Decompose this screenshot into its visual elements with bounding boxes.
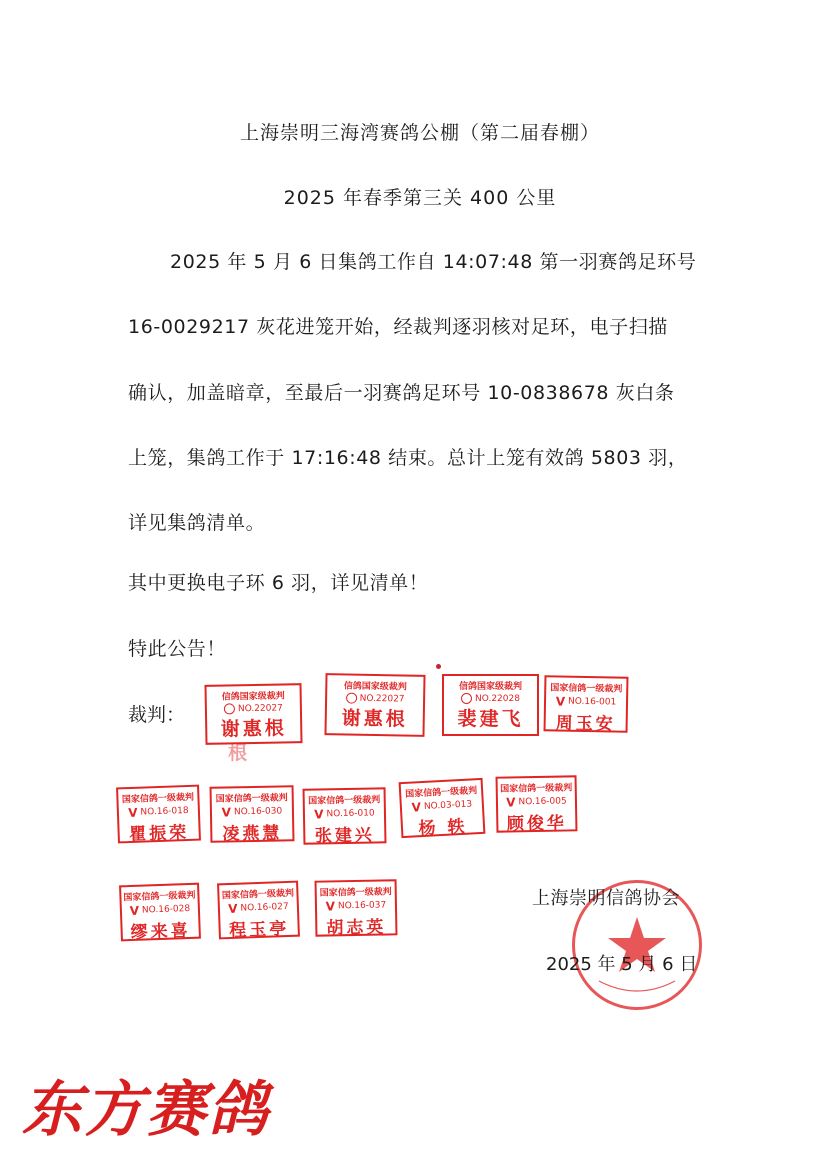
judge-stamp: 国家信鸽一级裁判 V NO.16-001 周玉安 [544, 675, 629, 732]
watermark-logo: 东方赛鸽 [22, 1075, 270, 1145]
paragraph-line: 确认，加盖暗章，至最后一羽赛鸽足环号 10-0838678 灰白条 [128, 382, 675, 404]
paragraph-line: 详见集鸽清单。 [128, 512, 266, 534]
judge-stamp: 国家信鸽一级裁判 V NO.16-010 张建兴 [303, 787, 387, 844]
judges-label: 裁判： [128, 704, 186, 726]
document-subtitle: 2025 年春季第三关 400 公里 [283, 187, 557, 209]
signature-organization: 上海崇明信鸽协会 [532, 888, 680, 909]
judge-stamp: 国家信鸽一级裁判 V NO.03-013 杨 轶 [399, 778, 486, 838]
paragraph-line: 2025 年 5 月 6 日集鸽工作自 14:07:48 第一羽赛鸽足环号 [170, 251, 697, 273]
judge-stamp: 国家信鸽一级裁判 V NO.16-030 凌燕慧 [210, 785, 295, 842]
document-title: 上海崇明三海湾赛鸽公棚（第二届春棚） [239, 122, 600, 144]
notice-line: 特此公告！ [128, 638, 227, 660]
judge-stamp: 国家信鸽一级裁判 V NO.16-005 顾俊华 [496, 775, 578, 832]
paragraph-line: 16-0029217 灰花进笼开始，经裁判逐羽核对足环，电子扫描 [128, 316, 668, 338]
judge-stamp: 国家信鸽一级裁判 V NO.16-027 程玉亭 [217, 881, 300, 940]
judge-stamp: 国家信鸽一级裁判 V NO.16-037 胡志英 [315, 879, 398, 936]
paragraph-line: 上笼，集鸽工作于 17:16:48 结束。总计上笼有效鸽 5803 羽， [128, 447, 688, 469]
note-line: 其中更换电子环 6 羽，详见清单！ [128, 572, 429, 594]
judge-stamp: 国家信鸽一级裁判 V NO.16-018 瞿振荣 [116, 785, 201, 844]
signature-date: 2025 年 5 月 6 日 [546, 954, 698, 975]
ghost-stamp-text: 根 [228, 742, 251, 764]
judge-stamp: 国家信鸽一级裁判 V NO.16-028 缪来喜 [119, 883, 201, 942]
judge-stamp: 信鸽国家级裁判 NO.22027 谢惠根 [204, 683, 302, 745]
judge-stamp: 信鸽国家级裁判 NO.22027 谢惠根 [324, 673, 425, 737]
ink-dot [436, 664, 441, 669]
judge-stamp: 信鸽国家级裁判 NO.22028 裴建飞 [442, 674, 539, 736]
